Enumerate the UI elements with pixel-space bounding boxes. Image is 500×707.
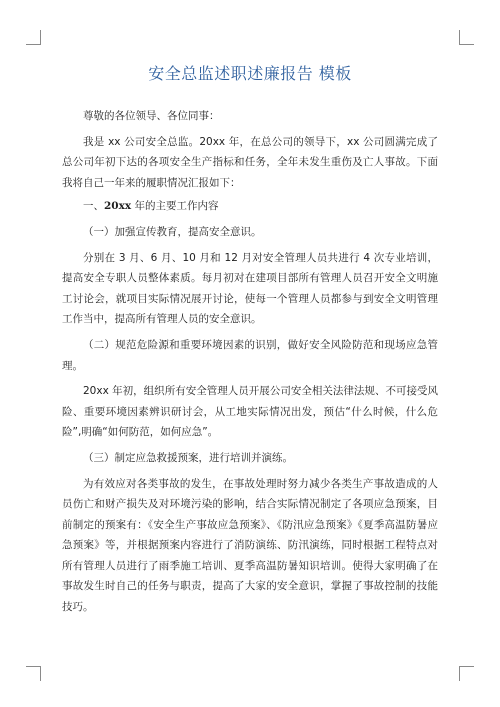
subsection-body-3: 为有效应对各类事故的发生，在事故处理时努力减少各类生产事故造成的人员伤亡和财产损失及对环境污染的影响，结合实际情况制定了各项应急预案，目前制定的预案有：《安全生产事故应急预案》、《防汛应急预案》《夏季高温防暑应急预案》等，并根据预案内容进行了消防演练、防汛演练，同时根据工程特点对所有管理人员进行了雨季施工培训、夏季高温防暑知识培训。使得大家明确了在事故发生时自己的任务与职责，提高了大家的安全意识，掌握了事故控制的技能技巧。 (62, 477, 438, 614)
intro-paragraph: 我是 xx 公司安全总监。20xx 年，在总公司的领导下，xx 公司圆满完成了总公司年初下达的各项安全生产指标和任务，全年未发生重伤及亡人事故。下面我将自己一年来的履职情况汇报如下： (62, 135, 438, 189)
subsection-body-1: 分别在 3 月、6 月、10 月和 12 月对安全管理人员共进行 4 次专业培训，提高安全专职人员整体素质。每月初对在建项目部所有管理人员召开安全文明施工讨论会，就项目实际情况展开讨论，使每一个管理人员都参与到安全文明管理工作当中，提高所有管理人员的安全意识。 (62, 251, 438, 326)
salutation: 尊敬的各位领导、各位同事： (83, 110, 220, 122)
subsection-heading-1: （一）加强宣传教育，提高安全意识。 (83, 225, 262, 238)
section-year: 20xx (104, 200, 132, 213)
document-body (62, 62, 438, 618)
subsection-heading-3: （三）制定应急救援预案，进行培训并演练。 (83, 451, 293, 464)
section-prefix: 一、 (83, 200, 104, 213)
subsection-body-2: 20xx 年初，组织所有安全管理人员开展公司安全相关法律法规、不可接受风险、重要环境因素辨识研讨会，从工地实际情况出发，预估“什么时候，什么危险”,明确“如何防范，如何应急”。 (62, 385, 438, 439)
page-corner-mark-top-right (459, 30, 474, 45)
page-corner-mark-top-left (26, 30, 41, 45)
subsection-heading-2: （二）规范危险源和重要环境因素的识别，做好安全风险防范和现场应急管理。 (62, 338, 438, 372)
section-heading-text: 年的主要工作内容 (131, 200, 219, 213)
document-title: 安全总监述职述廉报告 模板 (148, 64, 352, 83)
section-heading-1 (62, 196, 438, 217)
page-corner-mark-bottom-right (459, 666, 474, 681)
page-corner-mark-bottom-left (26, 666, 41, 681)
